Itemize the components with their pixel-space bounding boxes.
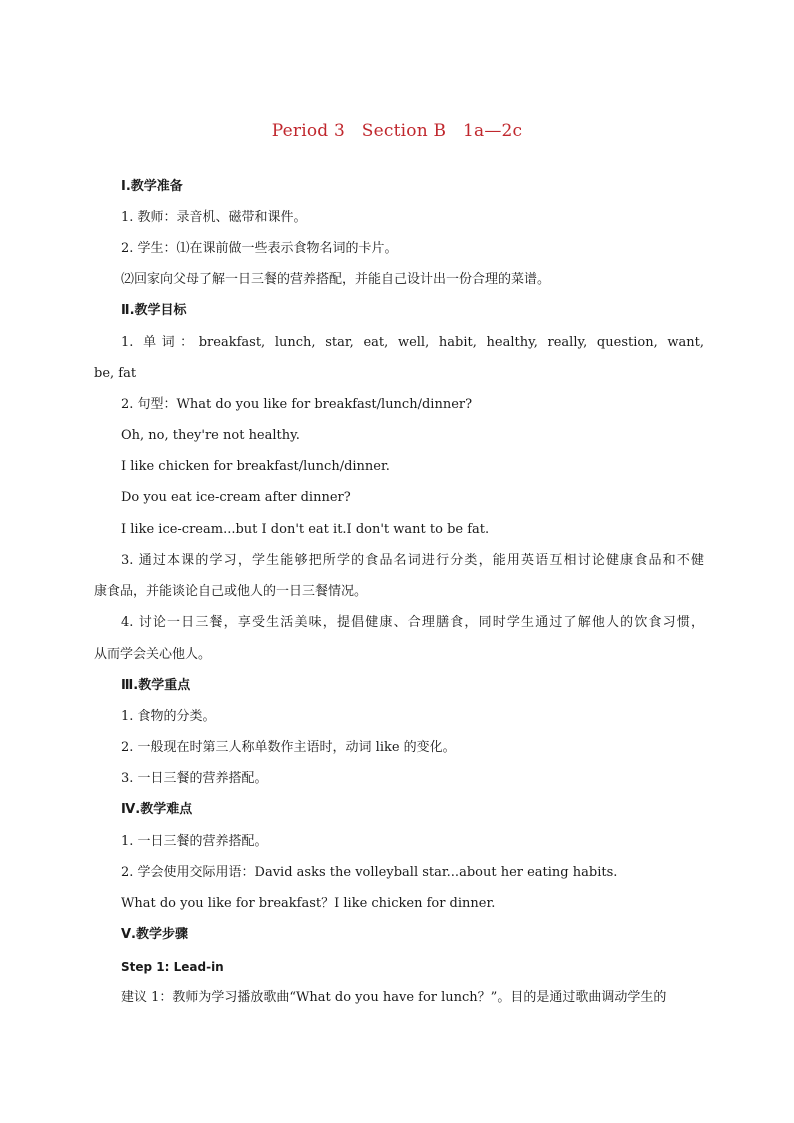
difficulty-1: 1. 一日三餐的营养搭配。: [121, 834, 268, 849]
section-heading-difficulties: Ⅳ.教学难点: [121, 802, 193, 817]
goal-3-line-2: 康食品，并能谈论自己或他人的一日三餐情况。: [94, 584, 368, 599]
prep-item-teacher: 1. 教师：录音机、磁带和课件。: [121, 210, 307, 225]
key-point-1: 1. 食物的分类。: [121, 709, 216, 724]
section-heading-steps: Ⅴ.教学步骤: [121, 927, 188, 942]
goal-3-line-1: 3. 通过本课的学习，学生能够把所学的食品名词进行分类，能用英语互相讨论健康食品和不健: [121, 553, 704, 568]
step-1-title: Step 1: Lead-in: [121, 960, 224, 974]
goal-sentence-4: I like ice-cream...but I don't eat it.I don't want to be fat.: [121, 522, 490, 537]
prep-item-student-2: ⑵回家向父母了解一日三餐的营养搭配，并能自己设计出一份合理的菜谱。: [121, 272, 551, 287]
key-point-2: 2. 一般现在时第三人称单数作主语时，动词 like 的变化。: [121, 740, 456, 755]
section-heading-preparation: Ⅰ.教学准备: [121, 179, 183, 194]
difficulty-2-example: What do you like for breakfast？I like chicken for dinner.: [121, 896, 496, 911]
key-point-3: 3. 一日三餐的营养搭配。: [121, 771, 268, 786]
document-title: Period 3 Section B 1a—2c: [271, 121, 523, 141]
prep-item-student: 2. 学生：⑴在课前做一些表示食物名词的卡片。: [121, 241, 398, 256]
goal-sentence-label: 2. 句型：What do you like for breakfast/lunch/dinner?: [121, 397, 473, 412]
step-1-suggestion-1: 建议 1：教师为学习播放歌曲“What do you have for lunch？”。目的是通过歌曲调动学生的: [121, 990, 667, 1005]
goal-sentence-2: I like chicken for breakfast/lunch/dinner.: [121, 459, 390, 474]
goal-4-line-2: 从而学会关心他人。: [94, 647, 212, 662]
section-heading-goals: Ⅱ.教学目标: [121, 303, 187, 318]
goal-sentence-1: Oh, no, they're not healthy.: [121, 428, 300, 443]
goal-4-line-1: 4. 讨论一日三餐，享受生活美味，提倡健康、合理膳食，同时学生通过了解他人的饮食习惯，: [121, 615, 704, 630]
goal-vocab-line-1: 1. 单词：breakfast, lunch, star, eat, well, habit, healthy, really, question, want,: [121, 335, 704, 350]
difficulty-2: 2. 学会使用交际用语：David asks the volleyball star...about her eating habits.: [121, 865, 618, 880]
section-heading-key-points: Ⅲ.教学重点: [121, 678, 191, 693]
goal-sentence-3: Do you eat ice-cream after dinner?: [121, 490, 351, 505]
goal-vocab-line-2: be, fat: [94, 366, 137, 381]
